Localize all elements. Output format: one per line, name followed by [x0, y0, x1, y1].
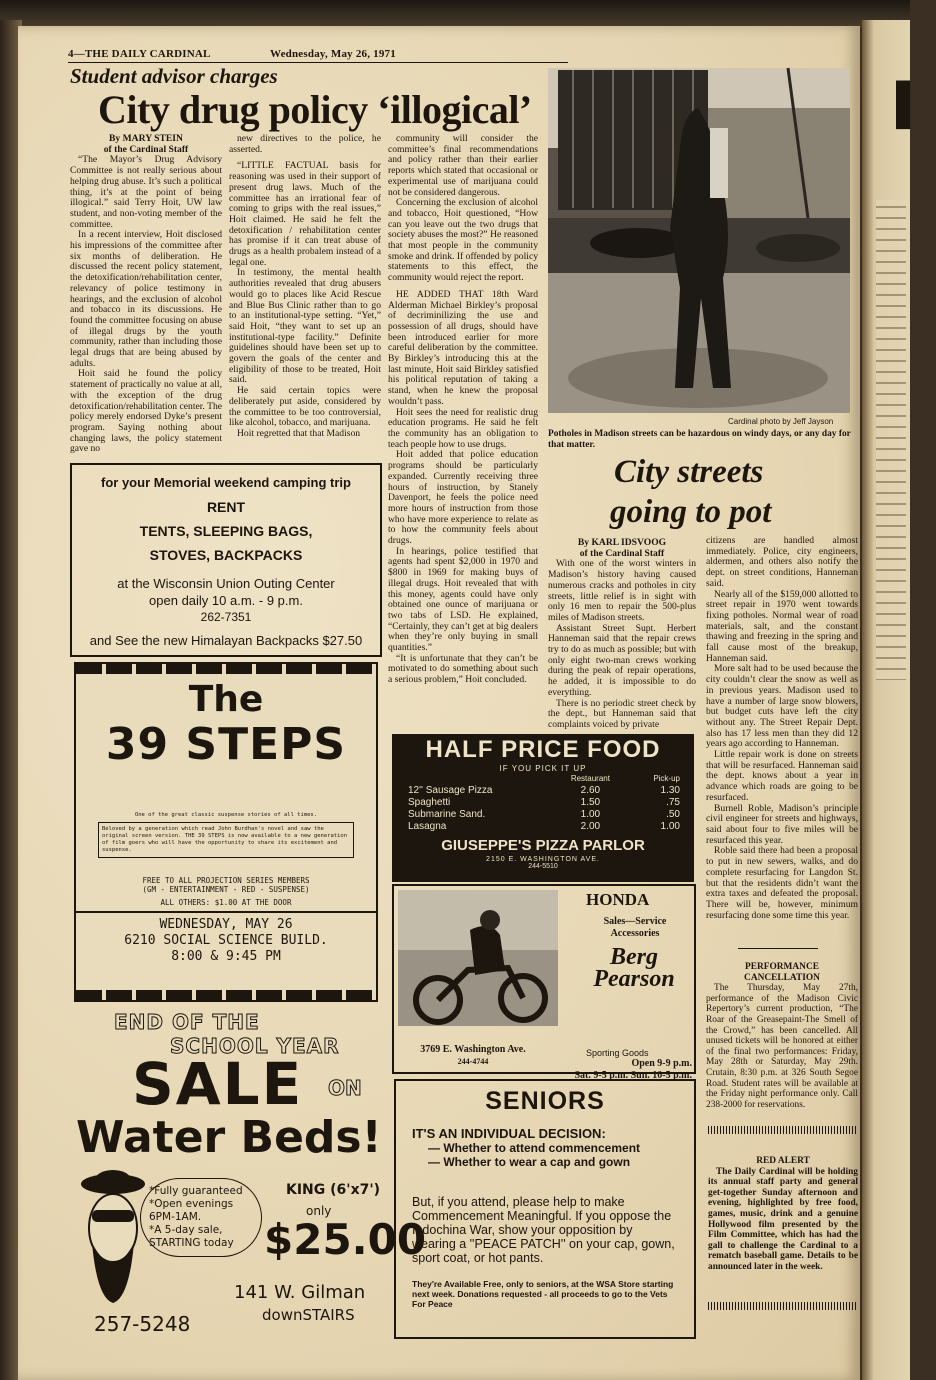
decorative-rule [708, 1126, 858, 1134]
film-when-1: WEDNESDAY, MAY 26 [159, 917, 293, 932]
film-free-line1: FREE TO ALL PROJECTION SERIES MEMBERS [142, 876, 310, 885]
waterbed-address-1: 141 W. Gilman [234, 1282, 366, 1303]
next-page-glyph: ▌ [896, 81, 925, 126]
berg-logo-text: Berg [610, 944, 658, 970]
pizza-item-restaurant: 1.50 [580, 797, 601, 808]
honda-hours [552, 1044, 692, 1082]
waterbed-bullet-3: *A 5-day sale, STARTING today [149, 1224, 234, 1249]
ad-39-steps [74, 662, 378, 1002]
story2-byline: By KARL IDSVOOG [577, 537, 667, 548]
paragraph: new directives to the police, he asserted. [229, 133, 381, 155]
waterbed-price: $25.00 [264, 1215, 427, 1264]
red-alert-notice [708, 1156, 858, 1273]
pizza-sub: IF YOU PICK IT UP [499, 764, 587, 773]
seniors-decision: IT'S AN INDIVIDUAL DECISION: [412, 1126, 606, 1141]
next-page-text-lines [876, 200, 906, 680]
ad-seniors-peace-patch [394, 1079, 696, 1339]
seniors-option-1: — Whether to attend commencement [428, 1141, 641, 1155]
seniors-body: But, if you attend, please help to make Commencement Meaningful. If you oppose the Indochina War, show your opposition by wearing a ''PEACE PATCH'' on your cap, gown, sport coat, or hot pants. [412, 1195, 675, 1265]
paragraph: Roble said there had been a proposal to put in new sewers, walks, and do complete resurfacing for Langdon St. but that the residents didn’t want the extra taxes and defeated the proposal. There will be, however, minimum resurfacing done some time this year. [706, 845, 858, 921]
ad-camping-line6: open daily 10 a.m. - 9 p.m. [149, 593, 303, 608]
cancellation-notice [706, 962, 858, 1110]
story2-headline-line2: going to pot [610, 494, 772, 530]
paragraph: With one of the worst winters in Madison’s history having caused numerous cracks and potholes in city streets, little relief is in sight with only 16 men to repair the 500-plus miles of Madison streets. [548, 558, 696, 623]
pizza-item-pickup: .50 [666, 809, 680, 820]
red-alert-title: RED ALERT [756, 1156, 810, 1166]
honda-services-2: Accessories [610, 928, 660, 939]
pizza-item-name: 12'' Sausage Pizza [408, 785, 493, 796]
paragraph: More salt had to be used because the city couldn’t clear the snow as well as in previous years. Madison used to have a number of large snow blowers, but budget cuts have left the city without any. The Street Repair Dept. also has 17 less men than they did 12 years ago according to Hanneman. [706, 663, 858, 750]
header-rule [68, 62, 568, 63]
paragraph: Hoit said he found the policy statement of practically no value at all, with the exception of the drug detoxification/rehabilitation center. The policy merely endorsed Dyke’s present program. Saying nothing about changing laws, the policy statement gave no [70, 368, 222, 455]
story1-column-3 [388, 134, 538, 758]
ad-camping-line3: TENTS, SLEEPING BAGS, [139, 523, 313, 539]
paragraph: Concerning the exclusion of alcohol and tobacco, Hoit questioned, “How can you leave out the two drugs that society abuses the most?” He reasoned that most people in the community smoke and drink. If offended by policy statements to this effect, the community would reject the report. [388, 197, 538, 284]
paragraph: There is no periodic street check by the dept., but Hanneman said that complaints voiced by private [548, 697, 696, 730]
book-top-edge [0, 0, 910, 28]
film-tagline: One of the great classic suspense stories of all times. [134, 812, 318, 818]
film-free-line2: (GM - ENTERTAINMENT - RED - SUSPENSE) [142, 885, 310, 894]
pizza-item-restaurant: 1.00 [580, 809, 601, 820]
berg-pearson-logo [574, 946, 694, 990]
red-alert-body: The Daily Cardinal will be holding its annual staff party and general get-together Sunday afternoon and evening, highlighted by free food, games, music, drink and a genuine Hollywood film presented by the Film Committee, which has had the gall to challenge the Cardinal to a rematch baseball game. Details to be announced later in the week. [708, 1166, 858, 1272]
waterbed-king: KING (6'x7') [286, 1182, 381, 1198]
paragraph: “It is unfortunate that they can’t be motivated to do something about such a serious problem,” Hoit concluded. [388, 652, 538, 686]
film-others: ALL OTHERS: $1.00 AT THE DOOR [160, 898, 292, 907]
ad-camping-line4: STOVES, BACKPACKS [149, 547, 303, 563]
honda-address-block [398, 1044, 548, 1068]
honda-services-1: Sales—Service [603, 916, 667, 927]
page-date: Wednesday, May 26, 1971 [270, 48, 396, 60]
paragraph: In testimony, the mental health authorities revealed that drug abusers would go to places like Acid Rescue and Blue Bus Clinic rather than to go to an institutional-type setting. “Yet,” said Hoit, “they want to set up an institutional-type facility.” Definite guidelines should have been set up to govern the goals of the center and eligibility of those to be treated, Hoit said. [229, 267, 381, 386]
pizza-phone: 244-5510 [528, 863, 558, 870]
honda-address: 3769 E. Washington Ave. [420, 1044, 526, 1055]
next-page-edge [862, 20, 925, 1380]
pizza-col-restaurant: Restaurant [570, 774, 610, 783]
pizza-item-restaurant: 2.00 [580, 821, 601, 832]
pothole-photo [548, 68, 850, 413]
pizza-item-pickup: 1.00 [660, 821, 680, 832]
ad-camping-line8: and See the new Himalayan Backpacks $27.50 [89, 633, 363, 648]
pizza-item-pickup: .75 [666, 797, 680, 808]
pizza-item-name: Lasagna [408, 821, 447, 832]
waterbed-only: only [306, 1204, 332, 1218]
story1-kicker: Student advisor charges [70, 64, 278, 88]
pizza-address: 2150 E. WASHINGTON AVE. [486, 856, 600, 863]
waterbed-phone: 257-5248 [94, 1312, 191, 1336]
pizza-menu [404, 773, 684, 833]
story2-staff: of the Cardinal Staff [579, 547, 665, 559]
ad-waterbed-sale [74, 1010, 427, 1340]
waterbed-bullet-2: *Open evenings 6PM-1AM. [149, 1198, 234, 1223]
paragraph: Burnell Roble, Madison’s principle civil engineer for streets and highways, said about four to five miles will be resurfaced this year. [706, 802, 858, 846]
film-blurb: Beloved by a generation which read John Burdhan's novel and saw the original screen version. THE 39 STEPS is now available to a new generation of film goers who will have the opportunity to share its excitement and suspense. [98, 822, 354, 858]
honda-phone: 244-4744 [457, 1057, 489, 1066]
film-when-2: 6210 SOCIAL SCIENCE BUILD. [124, 933, 328, 948]
waterbed-top1: END OF THE [114, 1010, 260, 1034]
ad-camping-line1: for your Memorial weekend camping trip [101, 475, 351, 490]
paragraph: In a recent interview, Hoit disclosed his impressions of the committee after six months of deliberation. He discussed the recent policy statement, the detoxification/rehabilitation center, relevancy of police testimony in hearings, and the exclusion of alcohol and tobacco in its discussions. He found the committee focusing on abuse of illegal drugs by the youth community, rather than including those legal drugs that are being abused by adults. [70, 229, 222, 369]
film-stripe [76, 664, 376, 674]
table-row [404, 797, 684, 809]
cancellation-body: The Thursday, May 27th, performance of the Madison Civic Repertory’s current production, “The Roar of the Greasepaint-The Smell of the Crowd,” has been cancelled. All unused tickets will be honored at either of the final two performances: Friday, May 28th or Saturday, May 29th. Crutain, 8:30 p.m. at 326 South Segoe Road. Student rates will be available at the Friday night performance only. Call 238-2000 for reservations. [706, 983, 858, 1110]
story1-byline: By MARY STEIN [109, 133, 183, 144]
story2-column-1 [548, 538, 696, 734]
table-row [404, 821, 684, 833]
waterbed-bullets [140, 1178, 262, 1257]
honda-hours-2: Sat. 9-5 p.m. Sun. 10-5 p.m. [574, 1070, 692, 1081]
ad-honda-berg-pearson [392, 884, 696, 1081]
ad-camping-line2: RENT [206, 499, 246, 515]
pizza-name: GIUSEPPE'S PIZZA PARLOR [441, 837, 645, 854]
pizza-col-pickup: Pick-up [653, 774, 680, 783]
story1-column-2 [229, 134, 381, 454]
paragraph: HE ADDED THAT 18th Ward Alderman Michael Birkley’s proposal of decriminilizing the use and possession of all drugs, should have been introduced earlier for more careful deliberation by the committee. By Birkley’s introducing this at the last minute, Hoit said Birkley satisfied his political reputation of taking a stand, when he knew the proposal wouldn’t pass. [388, 288, 538, 407]
paragraph: Hoit added that police education programs should be particularly expanded. Currently receiving three hours of instruction, by Stanely Davenport, he feels the police need more hours of instruction from those who have more experience to relate as to how the community feels about drugs. [388, 449, 538, 547]
waterbed-bullet-1: *Fully guaranteed [149, 1185, 243, 1197]
photo-scene [548, 68, 850, 413]
paragraph: He said certain topics were deliberately put aside, considered by the committee to be too controversial, like alcohol, tobacco, and marijuana. [229, 385, 381, 429]
paragraph: “LITTLE FACTUAL basis for reasoning was used in their support of present drug laws. Much of the committee has an irrational fear of coming to grips with the real issues,” Hoit claimed. He said he felt the detoxification / rehabilitation center has promise if it can treat abuse of drugs as a health probalem instead of a legal one. [229, 160, 381, 268]
ad-giuseppes-pizza [392, 734, 694, 882]
pizza-item-pickup: 1.30 [660, 785, 680, 796]
cancellation-title-2: CANCELLATION [744, 972, 820, 983]
paragraph: Nearly all of the $159,000 allotted to street repair in 1970 went towards fixing potholes. Normal wear of road materials, salt, and the constant thawing and freezing in the spring and fall cause most of the breakup, Hanneman said. [706, 588, 858, 664]
film-stripe [76, 990, 376, 1000]
seniors-option-2: — Whether to wear a cap and gown [428, 1155, 631, 1169]
pearson-logo-text: Pearson [593, 966, 675, 992]
pizza-title: HALF PRICE FOOD [425, 736, 661, 763]
waterbed-title: Water Beds! [76, 1112, 382, 1163]
honda-brand: HONDA [586, 890, 650, 909]
motorcycle-photo [398, 890, 558, 1026]
paragraph: Hoit regretted that that Madison [237, 427, 361, 439]
honda-hours-1: Open 9-9 p.m. [631, 1058, 692, 1069]
honda-services [580, 916, 690, 940]
waterbed-on: ON [328, 1076, 362, 1100]
pizza-item-restaurant: 2.60 [580, 785, 601, 796]
paragraph: community will consider the committee’s final recommendations and policy rather than their earlier reports which stated that occasional or experimental use of marijuana could not be considered dangerous. [388, 133, 538, 198]
story2-headline-line1: City streets [614, 454, 764, 490]
table-row [404, 809, 684, 821]
paragraph: Assistant Street Supt. Herbert Hanneman said that the repair crews try to do as much as possible; but with only eight two-man crews working during the peak of repair operations, he added, it is impossible to do everything. [548, 622, 696, 698]
decorative-rule [708, 1302, 858, 1310]
pizza-item-name: Submarine Sand. [408, 809, 486, 820]
story2-column-2 [706, 536, 858, 944]
ad-outing-center [70, 463, 382, 657]
honda-goods: Sporting Goods [586, 1048, 649, 1058]
paragraph: Little repair work is done on streets that will be resurfaced. Hanneman said the dept. knows about a year in advance which roads are going to be resurfaced. [706, 749, 858, 803]
waterbed-top2: SCHOOL YEAR [170, 1034, 340, 1058]
story1-headline: City drug policy ‘illogical’ [98, 87, 532, 132]
seniors-fine-print: They're Available Free, only to seniors, at the WSA Store starting next week. Donations requested - all proceeds to go to the Vets For Peace [412, 1279, 674, 1309]
waterbed-address-2: downSTAIRS [262, 1306, 355, 1324]
photo-credit: Cardinal photo by Jeff Jayson [728, 417, 834, 426]
film-when-3: 8:00 & 9:45 PM [171, 949, 281, 964]
ad-camping-line5: at the Wisconsin Union Outing Center [117, 576, 335, 591]
page-folio: 4—THE DAILY CARDINAL [68, 48, 211, 60]
film-title: 39 STEPS [105, 719, 347, 770]
seniors-title: SENIORS [485, 1087, 605, 1115]
divider [738, 948, 818, 949]
cancellation-title-1: PERFORMANCE [745, 962, 819, 972]
paragraph: citizens are handled almost immediately. Police, city engineers, aldermen, and others also notify the dept. on street conditions, Hanneman said. [706, 535, 858, 589]
paragraph: Hoit sees the need for realistic drug education programs. He said he felt the community has an obligation to teach people how to use drugs. [388, 406, 538, 450]
ad-camping-line7: 262-7351 [200, 610, 252, 624]
film-the: The [188, 679, 264, 720]
waterbed-sale: SALE [132, 1050, 304, 1118]
photo-caption: Potholes in Madison streets can be hazardous on windy days, or any day for that matter. [548, 429, 851, 450]
story1-staff: of the Cardinal Staff [103, 143, 189, 155]
newspaper-page [18, 26, 860, 1380]
paragraph: In hearings, police testified that agents had spent $2,000 in 1970 and $800 in 1969 for making buys of illegal drugs. Hoit revealed that with this money, agents could have only obtained one ounce of marijuana or two tabs of LSD. He explained, “Certainly, they can’t get at big dealers when they’re only buying in small quantities.” [388, 545, 538, 654]
pizza-item-name: Spaghetti [408, 797, 451, 808]
table-row [404, 785, 684, 797]
paragraph: “The Mayor’s Drug Advisory Committee is not really serious about helping drug abuse. It’s such a political thing, it’s at the point of being illogical.” said Terry Hoit, UW law student, and non-voting member of the committee. [70, 154, 222, 230]
story1-column-1 [70, 134, 222, 454]
waterbed-cartoon-face [78, 1168, 148, 1308]
